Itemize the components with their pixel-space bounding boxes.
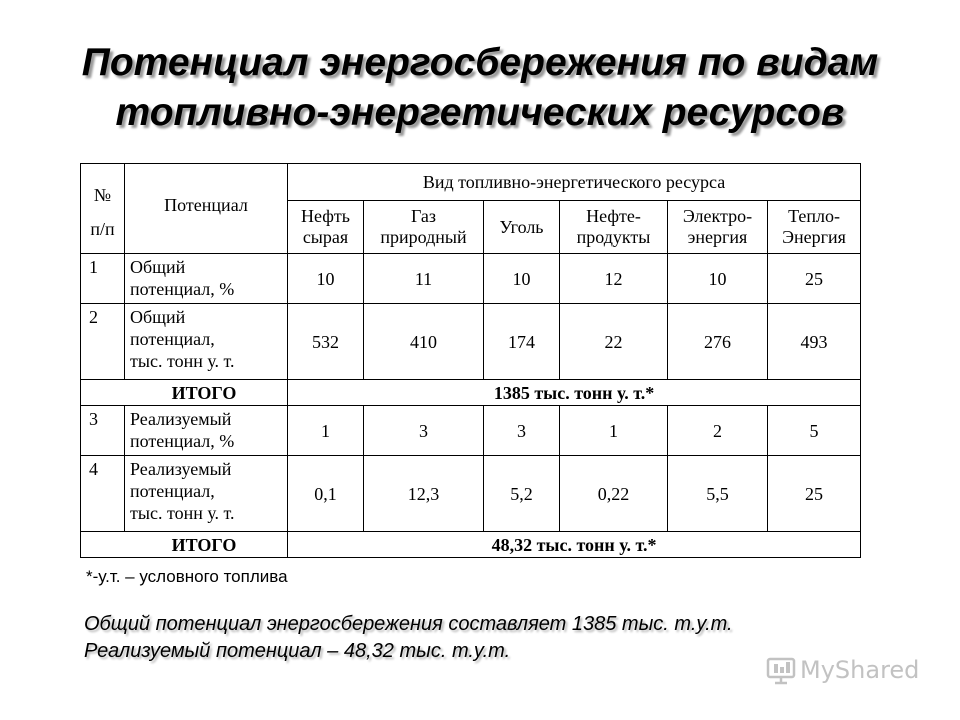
table-cell: 0,1	[288, 456, 364, 532]
row-label-line: потенциал, %	[130, 431, 235, 451]
summary-text	[84, 611, 733, 665]
row-label	[125, 456, 288, 532]
header-resource-oil-products	[560, 201, 668, 254]
header-resource-oil-line1: Нефть	[301, 206, 350, 226]
row-label-line: Реализуемый	[130, 459, 232, 479]
table-cell: 5,5	[668, 456, 768, 532]
header-num-line1: №	[93, 185, 112, 205]
table-cell: 0,22	[560, 456, 668, 532]
row-label-line: Реализуемый	[130, 409, 232, 429]
summary-line2: Реализуемый потенциал – 48,32 тыс. т.у.т.	[84, 640, 511, 662]
table-cell: 10	[288, 254, 364, 304]
header-resource-coal	[484, 201, 560, 254]
table-cell: 3	[484, 406, 560, 456]
table-cell: 25	[768, 456, 861, 532]
table-cell: 5	[768, 406, 861, 456]
table-cell: 5,2	[484, 456, 560, 532]
watermark	[766, 655, 919, 685]
table-cell: 532	[288, 304, 364, 380]
row-label	[125, 254, 288, 304]
row-label	[125, 406, 288, 456]
row-label-line: тыс. тонн у. т.	[130, 351, 235, 371]
slide-title-line1: Потенциал энергосбережения по видам	[81, 41, 879, 84]
table-cell: 12	[560, 254, 668, 304]
table-row	[81, 254, 861, 304]
total-value: 1385 тыс. тонн у. т.*	[288, 380, 861, 406]
header-resource-coal-line1: Уголь	[499, 216, 544, 237]
presentation-icon	[766, 655, 796, 685]
summary-line1: Общий потенциал энергосбережения составляет 1385 тыс. т.у.т.	[84, 613, 733, 635]
slide-title	[0, 38, 960, 138]
table-cell: 10	[668, 254, 768, 304]
header-resource-electricity-line2: энергия	[687, 227, 748, 247]
table-cell: 11	[364, 254, 484, 304]
header-resource-electricity	[668, 201, 768, 254]
table-cell: 1	[560, 406, 668, 456]
total-value: 48,32 тыс. тонн у. т.*	[288, 532, 861, 558]
table-row	[81, 456, 861, 532]
table-cell: 3	[364, 406, 484, 456]
header-resource-oil-line2: сырая	[302, 227, 349, 247]
total-row	[81, 380, 861, 406]
header-resource-electricity-line1: Электро-	[682, 206, 753, 226]
table-cell: 12,3	[364, 456, 484, 532]
header-resource-gas-line1: Газ	[410, 206, 437, 226]
header-row-top	[81, 164, 861, 201]
table-cell: 410	[364, 304, 484, 380]
row-number: 2	[81, 304, 125, 380]
table-cell: 276	[668, 304, 768, 380]
header-resource-oil-products-line1: Нефте-	[586, 206, 641, 226]
footnote: *-у.т. – условного топлива	[86, 567, 288, 586]
table-cell: 22	[560, 304, 668, 380]
table-row	[81, 406, 861, 456]
table-cell: 1	[288, 406, 364, 456]
slide-title-line2: топливно-энергетических ресурсов	[115, 91, 845, 134]
total-label: ИТОГО	[81, 532, 288, 558]
row-number: 4	[81, 456, 125, 532]
table-cell: 493	[768, 304, 861, 380]
energy-saving-table	[80, 163, 861, 558]
table-cell: 25	[768, 254, 861, 304]
row-label-line: Общий	[130, 257, 186, 277]
header-resource-heat	[768, 201, 861, 254]
row-label-line: Общий	[130, 307, 186, 327]
header-num-cell	[81, 164, 125, 254]
header-resource-gas	[364, 201, 484, 254]
header-resource-heat-line1: Тепло-	[788, 206, 840, 226]
table-cell: 2	[668, 406, 768, 456]
header-resource-heat-line2: Энергия	[782, 227, 846, 247]
row-label-line: потенциал,	[130, 481, 215, 501]
row-label	[125, 304, 288, 380]
row-label-line: тыс. тонн у. т.	[130, 503, 235, 523]
total-row	[81, 532, 861, 558]
table-cell: 10	[484, 254, 560, 304]
table-cell: 174	[484, 304, 560, 380]
row-number: 3	[81, 406, 125, 456]
row-label-line: потенциал,	[130, 329, 215, 349]
table-row	[81, 304, 861, 380]
header-resource-gas-line2: природный	[380, 227, 467, 247]
header-resource-oil-products-line2: продукты	[576, 227, 651, 247]
header-resource-oil	[288, 201, 364, 254]
watermark-text: MyShared	[800, 656, 920, 684]
row-label-line: потенциал, %	[130, 279, 235, 299]
total-label: ИТОГО	[81, 380, 288, 406]
header-potential-cell: Потенциал	[125, 164, 288, 254]
header-resource-group: Вид топливно-энергетического ресурса	[288, 164, 861, 201]
row-number: 1	[81, 254, 125, 304]
header-num-line2: п/п	[90, 219, 115, 239]
